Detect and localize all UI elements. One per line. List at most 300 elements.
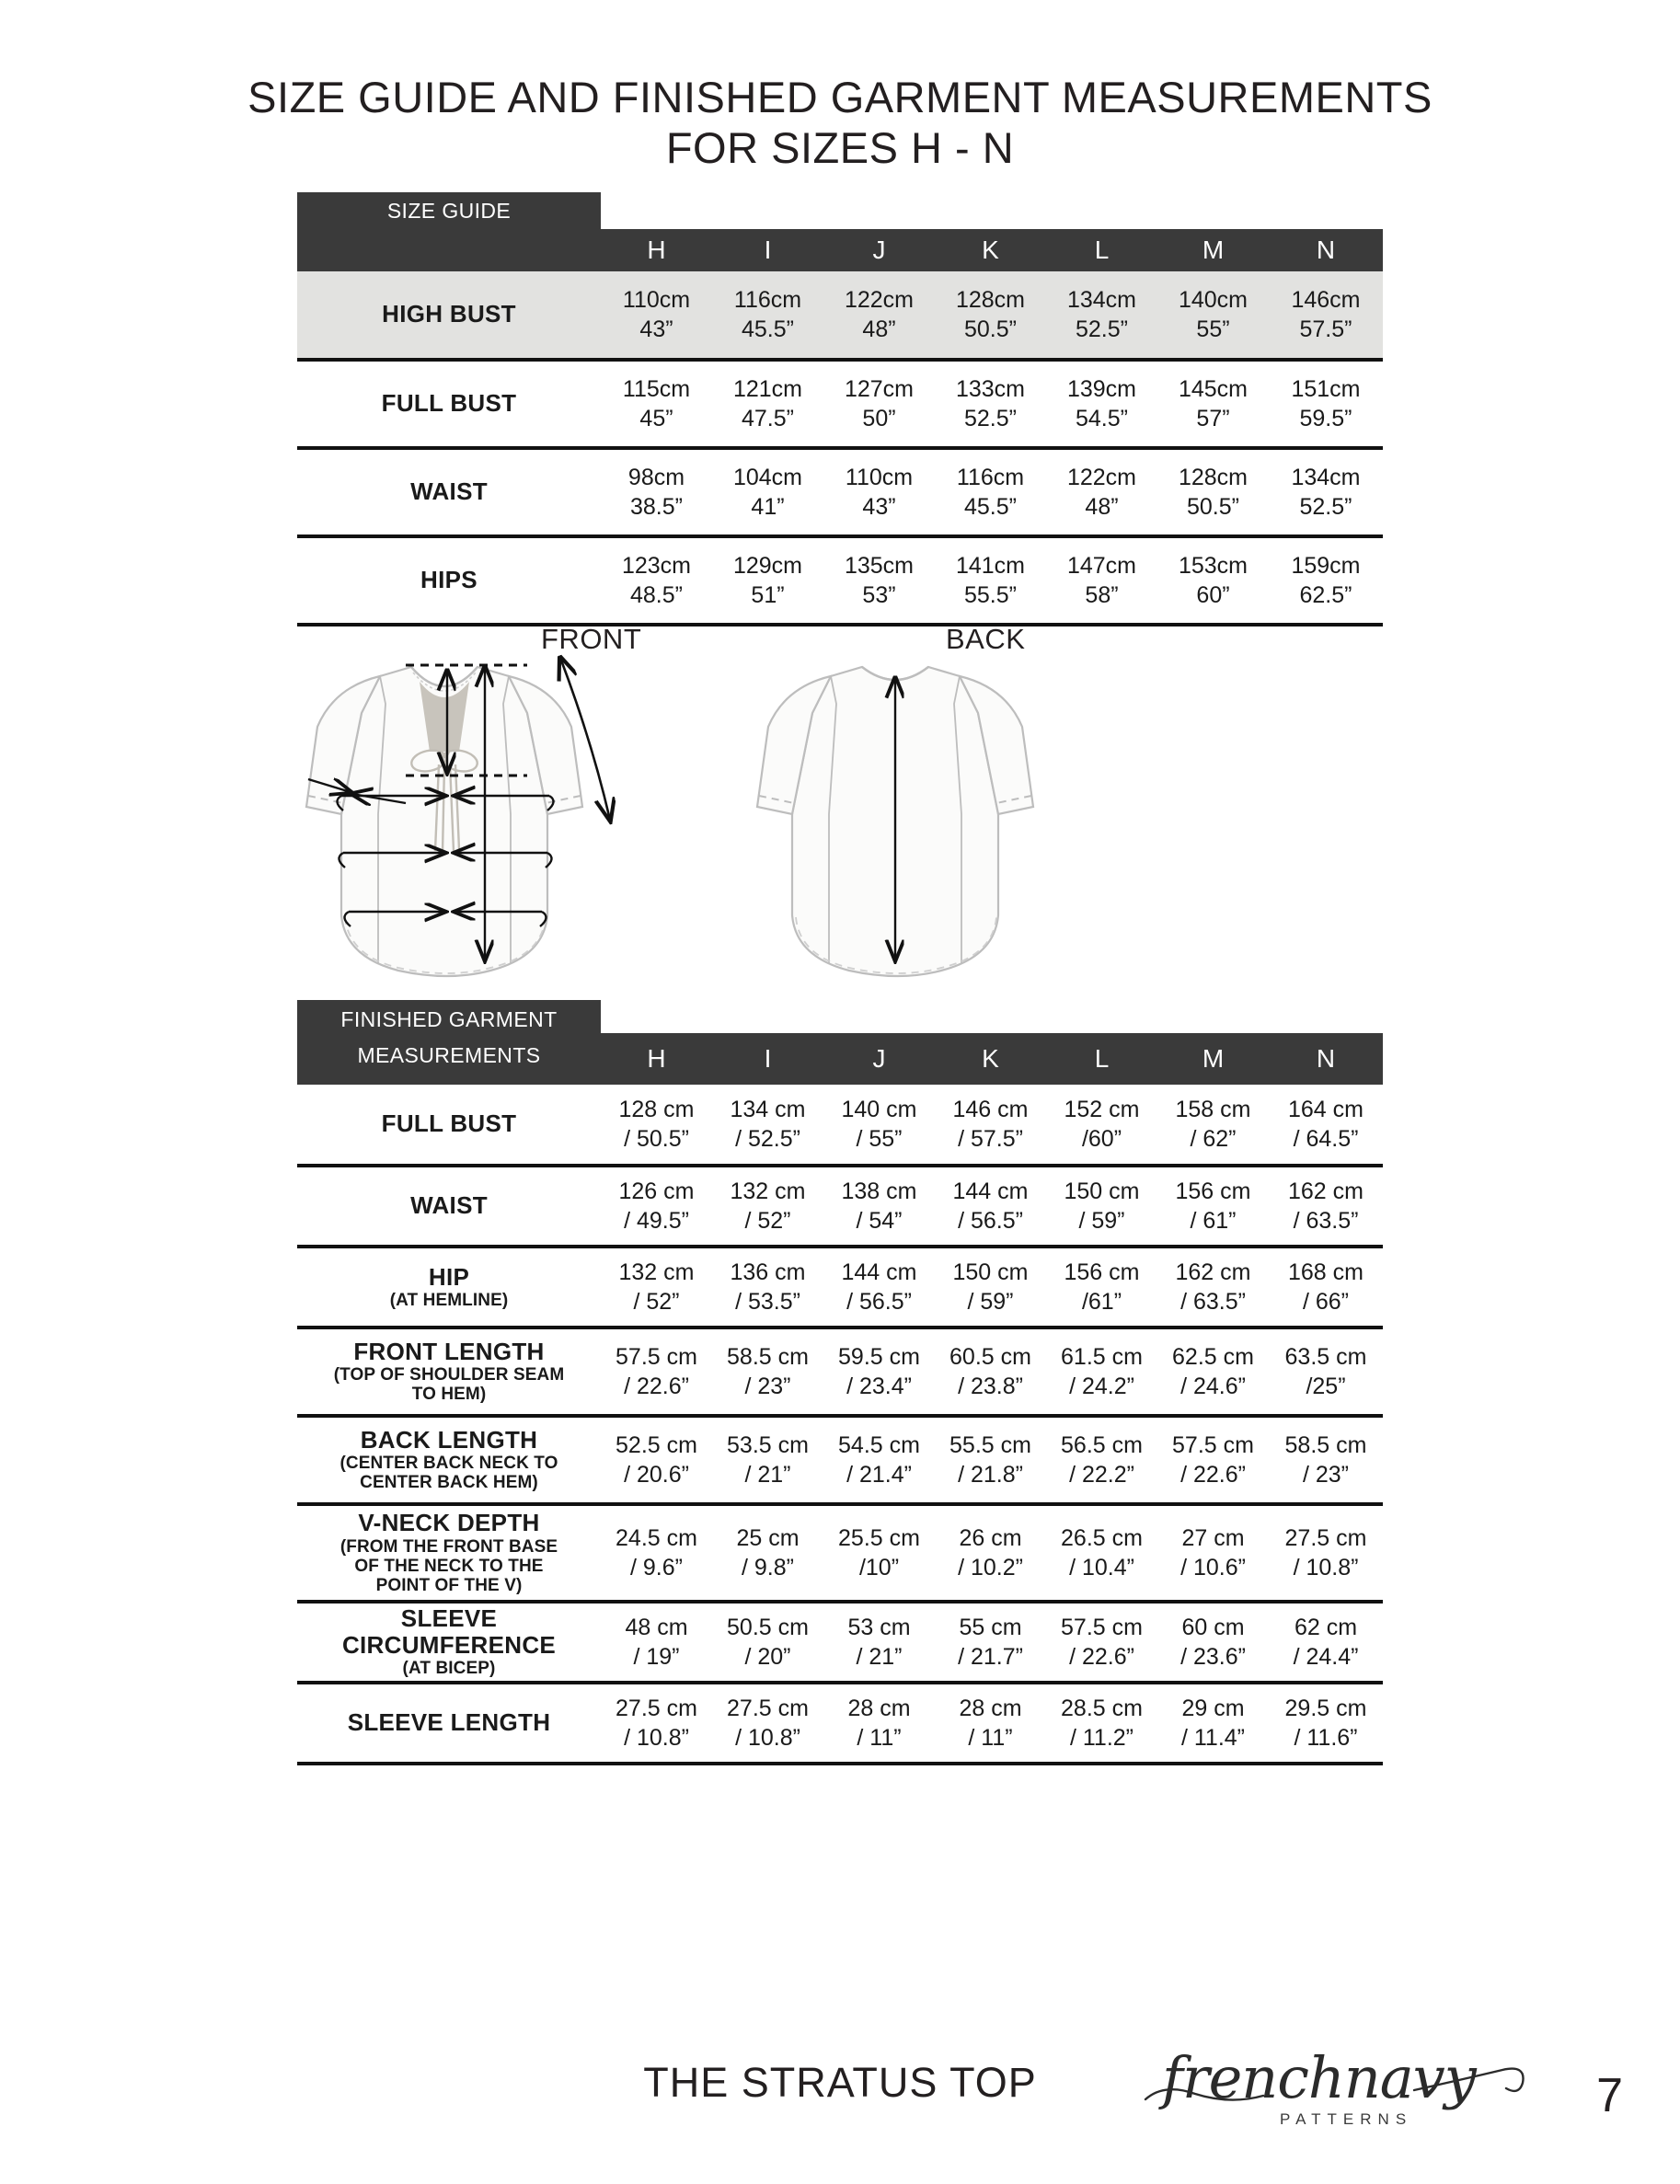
- cell-N: [1269, 271, 1383, 360]
- cell-M: [1157, 360, 1269, 448]
- value-in: / 64.5”: [1293, 1125, 1359, 1152]
- value-cm: 159cm: [1291, 552, 1361, 579]
- value-in: / 63.5”: [1180, 1288, 1246, 1315]
- cell-H: [601, 271, 712, 360]
- cell-I: [712, 448, 823, 536]
- finished-garment-section: [297, 1000, 1383, 1765]
- cell-H: [601, 1504, 712, 1602]
- page-title-line-2: FOR SIZES H - N: [665, 123, 1015, 173]
- table-row: [297, 536, 1383, 625]
- value-cm: 122cm: [1066, 464, 1137, 490]
- value-cm: 134 cm: [730, 1096, 806, 1122]
- value-in: /25”: [1306, 1373, 1346, 1399]
- value-in: 45”: [639, 405, 673, 431]
- value-in: / 10.8”: [624, 1724, 689, 1751]
- value-cm: 136 cm: [730, 1259, 806, 1285]
- value-cm: 25.5 cm: [838, 1524, 920, 1551]
- value-cm: 61.5 cm: [1061, 1343, 1143, 1370]
- cell-N: [1269, 1166, 1383, 1247]
- value-in: 50.5”: [1187, 493, 1239, 520]
- value-in: / 21”: [744, 1461, 791, 1488]
- cell-M: [1157, 1328, 1269, 1416]
- size-column-header-J: J: [823, 229, 935, 271]
- table-row: [297, 360, 1383, 448]
- fgm-column-header-N: N: [1269, 1033, 1383, 1085]
- cell-L: [1046, 448, 1157, 536]
- value-in: / 56.5”: [846, 1288, 912, 1315]
- value-cm: 164 cm: [1288, 1096, 1364, 1122]
- row-label-waist: WAIST: [297, 448, 601, 536]
- value-cm: 146 cm: [952, 1096, 1029, 1122]
- value-in: 55.5”: [964, 581, 1017, 608]
- cell-K: [935, 1416, 1046, 1504]
- cell-M: [1157, 448, 1269, 536]
- cell-L: [1046, 1683, 1157, 1764]
- value-cm: 62 cm: [1294, 1614, 1358, 1640]
- value-cm: 26.5 cm: [1061, 1524, 1143, 1551]
- value-cm: 145cm: [1178, 375, 1248, 402]
- cell-M: [1157, 271, 1269, 360]
- value-cm: 140cm: [1178, 286, 1248, 313]
- value-cm: 63.5 cm: [1284, 1343, 1367, 1370]
- cell-I: [712, 271, 823, 360]
- cell-K: [935, 360, 1046, 448]
- value-cm: 28.5 cm: [1061, 1695, 1143, 1721]
- value-in: / 24.6”: [1180, 1373, 1246, 1399]
- value-in: / 21.7”: [958, 1643, 1023, 1670]
- cell-N: [1269, 1247, 1383, 1328]
- cell-I: [712, 1085, 823, 1166]
- cell-J: [823, 536, 935, 625]
- value-in: 58”: [1085, 581, 1119, 608]
- cell-L: [1046, 1328, 1157, 1416]
- cell-H: [601, 1602, 712, 1683]
- value-in: / 10.8”: [735, 1724, 800, 1751]
- row-label-full-bust: FULL BUST: [297, 360, 601, 448]
- value-in: / 24.4”: [1293, 1643, 1359, 1670]
- value-cm: 60.5 cm: [949, 1343, 1031, 1370]
- row-sub-label: (AT HEMLINE): [389, 1290, 509, 1310]
- value-cm: 62.5 cm: [1172, 1343, 1254, 1370]
- cell-H: [601, 1247, 712, 1328]
- value-in: / 52.5”: [735, 1125, 800, 1152]
- value-in: / 22.6”: [1180, 1461, 1246, 1488]
- cell-L: [1046, 1166, 1157, 1247]
- value-cm: 121cm: [732, 375, 803, 402]
- value-cm: 28 cm: [847, 1695, 911, 1721]
- value-in: / 49.5”: [624, 1207, 689, 1234]
- value-in: / 23.6”: [1180, 1643, 1246, 1670]
- cell-H: [601, 448, 712, 536]
- value-cm: 115cm: [622, 375, 691, 402]
- value-cm: 162 cm: [1288, 1178, 1364, 1204]
- value-cm: 116cm: [956, 464, 1025, 490]
- value-cm: 53 cm: [847, 1614, 911, 1640]
- value-cm: 27.5 cm: [727, 1695, 809, 1721]
- value-in: 48”: [862, 316, 896, 342]
- value-cm: 27.5 cm: [1284, 1524, 1367, 1551]
- row-label-full-bust: FULL BUST: [381, 1109, 517, 1138]
- fgm-column-header-L: L: [1046, 1033, 1157, 1085]
- value-in: / 61”: [1190, 1207, 1237, 1234]
- value-in: / 52”: [744, 1207, 791, 1234]
- value-cm: 162 cm: [1175, 1259, 1251, 1285]
- cell-J: [823, 448, 935, 536]
- value-in: / 22.6”: [1069, 1643, 1134, 1670]
- front-view-label: FRONT: [541, 622, 642, 655]
- finished-garment-table: [297, 1000, 1383, 1765]
- row-label-hips: HIPS: [297, 536, 601, 625]
- cell-H: [601, 360, 712, 448]
- fgm-bottom-rule: [297, 1764, 1383, 1765]
- fgm-column-header-K: K: [935, 1033, 1046, 1085]
- value-in: / 10.8”: [1293, 1554, 1359, 1581]
- value-cm: 158 cm: [1175, 1096, 1251, 1122]
- value-cm: 48 cm: [625, 1614, 688, 1640]
- value-cm: 153cm: [1178, 552, 1248, 579]
- size-guide-table: [297, 192, 1383, 626]
- value-cm: 152 cm: [1064, 1096, 1140, 1122]
- cell-J: [823, 1416, 935, 1504]
- cell-N: [1269, 1504, 1383, 1602]
- value-in: / 56.5”: [958, 1207, 1023, 1234]
- value-in: / 21”: [856, 1643, 903, 1670]
- size-guide-header-blank: [297, 229, 601, 271]
- back-view-label: BACK: [946, 622, 1026, 655]
- cell-H: [601, 1328, 712, 1416]
- cell-J: [823, 1085, 935, 1166]
- value-in: 52.5”: [964, 405, 1017, 431]
- cell-I: [712, 536, 823, 625]
- value-in: 38.5”: [630, 493, 683, 520]
- value-in: / 20.6”: [624, 1461, 689, 1488]
- value-in: 47.5”: [742, 405, 794, 431]
- cell-L: [1046, 536, 1157, 625]
- value-cm: 50.5 cm: [727, 1614, 809, 1640]
- cell-L: [1046, 1085, 1157, 1166]
- value-in: / 10.2”: [958, 1554, 1023, 1581]
- value-in: / 59”: [967, 1288, 1014, 1315]
- cell-J: [823, 1247, 935, 1328]
- value-in: / 23.4”: [846, 1373, 912, 1399]
- value-in: / 21.4”: [846, 1461, 912, 1488]
- value-in: 51”: [751, 581, 785, 608]
- cell-H: [601, 1085, 712, 1166]
- table-row: [297, 1328, 1383, 1416]
- value-in: 45.5”: [964, 493, 1017, 520]
- value-cm: 122cm: [844, 286, 915, 313]
- row-sub-label: (FROM THE FRONT BASE: [339, 1536, 558, 1557]
- cell-K: [935, 1166, 1046, 1247]
- row-sub-label: (CENTER BACK NECK TO: [339, 1454, 558, 1474]
- back-garment-flat: [757, 667, 1033, 976]
- size-column-header-K: K: [935, 229, 1046, 271]
- cell-M: [1157, 536, 1269, 625]
- cell-N: [1269, 1085, 1383, 1166]
- value-in: / 19”: [633, 1643, 680, 1670]
- value-in: / 9.8”: [742, 1554, 794, 1581]
- value-cm: 57.5 cm: [616, 1343, 697, 1370]
- row-sub-label: TO HEM): [411, 1385, 487, 1405]
- value-in: / 20”: [744, 1643, 791, 1670]
- brand-logo-subtitle: PATTERNS: [1280, 2110, 1413, 2128]
- row-label-waist: WAIST: [297, 1166, 601, 1247]
- cell-J: [823, 1602, 935, 1683]
- size-column-header-N: N: [1269, 229, 1383, 271]
- table-row: [297, 1416, 1383, 1504]
- row-sub-label: (AT BICEP): [402, 1659, 496, 1679]
- value-in: / 11.2”: [1069, 1724, 1134, 1751]
- value-cm: 128cm: [955, 286, 1026, 313]
- value-cm: 60 cm: [1181, 1614, 1245, 1640]
- value-in: / 66”: [1302, 1288, 1350, 1315]
- cell-I: [712, 1328, 823, 1416]
- value-in: / 52”: [633, 1288, 680, 1315]
- cell-N: [1269, 1683, 1383, 1764]
- value-cm: 27 cm: [1181, 1524, 1245, 1551]
- value-in: /10”: [858, 1554, 900, 1581]
- value-in: / 63.5”: [1293, 1207, 1359, 1234]
- cell-M: [1157, 1416, 1269, 1504]
- cell-I: [712, 1504, 823, 1602]
- value-cm: 138 cm: [841, 1178, 917, 1204]
- value-in: 45.5”: [742, 316, 794, 342]
- size-guide-tab-spacer: [601, 192, 1383, 229]
- fgm-tab-label-line-1: FINISHED GARMENT: [297, 1000, 601, 1033]
- value-in: 43”: [639, 316, 673, 342]
- cell-M: [1157, 1085, 1269, 1166]
- value-cm: 147cm: [1066, 552, 1137, 579]
- value-in: 50.5”: [964, 316, 1017, 342]
- cell-J: [823, 271, 935, 360]
- value-in: / 10.6”: [1180, 1554, 1246, 1581]
- value-cm: 127cm: [844, 375, 915, 402]
- value-cm: 141cm: [955, 552, 1026, 579]
- value-in: 53”: [862, 581, 896, 608]
- value-cm: 55 cm: [959, 1614, 1022, 1640]
- value-in: 55”: [1196, 316, 1230, 342]
- cell-L: [1046, 1247, 1157, 1328]
- value-in: 54.5”: [1076, 405, 1128, 431]
- row-sub-label: CENTER BACK HEM): [360, 1473, 538, 1493]
- value-cm: 57.5 cm: [1061, 1614, 1143, 1640]
- value-cm: 57.5 cm: [1172, 1431, 1254, 1458]
- technical-flats-drawing: [297, 639, 1383, 1007]
- value-in: 52.5”: [1299, 493, 1352, 520]
- brand-logo: [1142, 2042, 1537, 2144]
- value-cm: 53.5 cm: [727, 1431, 809, 1458]
- value-in: 52.5”: [1076, 316, 1128, 342]
- cell-I: [712, 1683, 823, 1764]
- value-in: 57.5”: [1299, 316, 1352, 342]
- value-cm: 24.5 cm: [616, 1524, 697, 1551]
- cell-N: [1269, 536, 1383, 625]
- cell-N: [1269, 1328, 1383, 1416]
- value-cm: 139cm: [1066, 375, 1137, 402]
- value-in: 59.5”: [1299, 405, 1352, 431]
- value-cm: 151cm: [1291, 375, 1361, 402]
- cell-K: [935, 1085, 1046, 1166]
- cell-K: [935, 1328, 1046, 1416]
- value-cm: 29 cm: [1181, 1695, 1245, 1721]
- cell-I: [712, 360, 823, 448]
- value-in: / 53.5”: [735, 1288, 800, 1315]
- value-in: / 10.4”: [1069, 1554, 1134, 1581]
- size-guide-tab-label: SIZE GUIDE: [297, 192, 601, 229]
- value-in: / 22.2”: [1069, 1461, 1134, 1488]
- page-title: [0, 0, 1680, 174]
- cell-J: [823, 360, 935, 448]
- cell-J: [823, 1166, 935, 1247]
- table-row: [297, 1166, 1383, 1247]
- size-guide-tab-row: [297, 192, 1383, 229]
- value-cm: 134cm: [1291, 464, 1361, 490]
- cell-H: [601, 1683, 712, 1764]
- value-cm: 58.5 cm: [1284, 1431, 1367, 1458]
- value-cm: 132 cm: [618, 1259, 695, 1285]
- cell-M: [1157, 1166, 1269, 1247]
- cell-H: [601, 536, 712, 625]
- value-cm: 156 cm: [1175, 1178, 1251, 1204]
- row-label-hip: HIP (AT HEMLINE): [297, 1247, 601, 1328]
- table-row: [297, 448, 1383, 536]
- size-column-header-H: H: [601, 229, 712, 271]
- cell-M: [1157, 1683, 1269, 1764]
- row-label-sleeve-length: SLEEVE LENGTH: [297, 1683, 601, 1764]
- cell-I: [712, 1247, 823, 1328]
- value-cm: 123cm: [621, 552, 692, 579]
- value-in: 48”: [1085, 493, 1119, 520]
- row-label-v-neck-depth: V-NECK DEPTH (FROM THE FRONT BASE OF THE NECK TO THE POINT OF THE V): [297, 1504, 601, 1602]
- value-in: 41”: [751, 493, 785, 520]
- page-number: 7: [1596, 2069, 1623, 2122]
- cell-N: [1269, 448, 1383, 536]
- cell-K: [935, 271, 1046, 360]
- value-in: 62.5”: [1299, 581, 1352, 608]
- cell-M: [1157, 1504, 1269, 1602]
- row-label-front-length: FRONT LENGTH (TOP OF SHOULDER SEAM TO HEM): [297, 1328, 601, 1416]
- value-cm: 58.5 cm: [727, 1343, 809, 1370]
- value-cm: 28 cm: [959, 1695, 1022, 1721]
- value-in: 48.5”: [630, 581, 683, 608]
- cell-K: [935, 1504, 1046, 1602]
- value-in: / 59”: [1078, 1207, 1125, 1234]
- cell-L: [1046, 271, 1157, 360]
- cell-H: [601, 1416, 712, 1504]
- value-in: / 62”: [1190, 1125, 1237, 1152]
- cell-N: [1269, 360, 1383, 448]
- cell-J: [823, 1683, 935, 1764]
- value-cm: 134cm: [1066, 286, 1137, 313]
- cell-L: [1046, 1602, 1157, 1683]
- value-cm: 116cm: [733, 286, 802, 313]
- cell-K: [935, 1602, 1046, 1683]
- row-label-high-bust: HIGH BUST: [297, 271, 601, 360]
- size-column-header-I: I: [712, 229, 823, 271]
- size-column-header-M: M: [1157, 229, 1269, 271]
- pattern-name: THE STRATUS TOP: [643, 2059, 1037, 2106]
- row-sub-label: OF THE NECK TO THE: [354, 1556, 544, 1576]
- row-sub-label: (TOP OF SHOULDER SEAM: [333, 1365, 565, 1385]
- cell-I: [712, 1166, 823, 1247]
- row-label-sleeve-circumference: SLEEVE CIRCUMFERENCE (AT BICEP): [297, 1602, 601, 1683]
- cell-L: [1046, 1416, 1157, 1504]
- cell-K: [935, 1247, 1046, 1328]
- row-sub-label: POINT OF THE V): [375, 1576, 523, 1596]
- value-cm: 27.5 cm: [616, 1695, 697, 1721]
- value-in: / 11”: [968, 1724, 1013, 1751]
- value-cm: 168 cm: [1288, 1259, 1364, 1285]
- value-cm: 126 cm: [618, 1178, 695, 1204]
- fgm-header-row: [297, 1033, 1383, 1085]
- garment-illustrations: [297, 622, 1383, 994]
- value-cm: 25 cm: [736, 1524, 800, 1551]
- table-row: [297, 271, 1383, 360]
- fgm-column-header-I: I: [712, 1033, 823, 1085]
- value-cm: 150 cm: [1064, 1178, 1140, 1204]
- table-row: [297, 1602, 1383, 1683]
- fgm-column-header-H: H: [601, 1033, 712, 1085]
- value-in: 57”: [1196, 405, 1230, 431]
- value-cm: 150 cm: [952, 1259, 1029, 1285]
- value-cm: 52.5 cm: [616, 1431, 697, 1458]
- value-in: / 54”: [856, 1207, 903, 1234]
- cell-I: [712, 1602, 823, 1683]
- value-cm: 128 cm: [618, 1096, 695, 1122]
- value-cm: 110cm: [845, 464, 914, 490]
- bottom-rule: [297, 1764, 1383, 1765]
- table-row: [297, 1247, 1383, 1328]
- row-label-back-length: BACK LENGTH (CENTER BACK NECK TO CENTER BACK HEM): [297, 1416, 601, 1504]
- value-cm: 29.5 cm: [1284, 1695, 1367, 1721]
- value-cm: 110cm: [622, 286, 691, 313]
- cell-J: [823, 1328, 935, 1416]
- cell-K: [935, 448, 1046, 536]
- table-row: [297, 1085, 1383, 1166]
- front-garment-flat: [306, 658, 610, 976]
- value-in: 50”: [862, 405, 896, 431]
- cell-M: [1157, 1247, 1269, 1328]
- value-cm: 144 cm: [952, 1178, 1029, 1204]
- value-in: / 55”: [856, 1125, 903, 1152]
- size-guide-section: [297, 192, 1383, 626]
- value-in: / 11.6”: [1294, 1724, 1358, 1751]
- cell-H: [601, 1166, 712, 1247]
- fgm-tab-label-line-2: MEASUREMENTS: [297, 1033, 601, 1085]
- cell-K: [935, 1683, 1046, 1764]
- value-in: / 23.8”: [958, 1373, 1023, 1399]
- value-in: 43”: [862, 493, 896, 520]
- value-cm: 59.5 cm: [838, 1343, 920, 1370]
- cell-N: [1269, 1416, 1383, 1504]
- value-in: /60”: [1081, 1125, 1122, 1152]
- value-in: /61”: [1081, 1288, 1122, 1315]
- value-in: / 11”: [857, 1724, 902, 1751]
- value-cm: 146cm: [1291, 286, 1361, 313]
- value-in: / 11.4”: [1180, 1724, 1246, 1751]
- value-cm: 128cm: [1178, 464, 1248, 490]
- size-guide-header-row: [297, 229, 1383, 271]
- cell-I: [712, 1416, 823, 1504]
- value-cm: 135cm: [844, 552, 915, 579]
- value-in: / 50.5”: [624, 1125, 689, 1152]
- cell-L: [1046, 1504, 1157, 1602]
- value-cm: 98cm: [627, 464, 685, 490]
- value-cm: 26 cm: [959, 1524, 1022, 1551]
- value-cm: 133cm: [955, 375, 1026, 402]
- table-row: [297, 1504, 1383, 1602]
- cell-J: [823, 1504, 935, 1602]
